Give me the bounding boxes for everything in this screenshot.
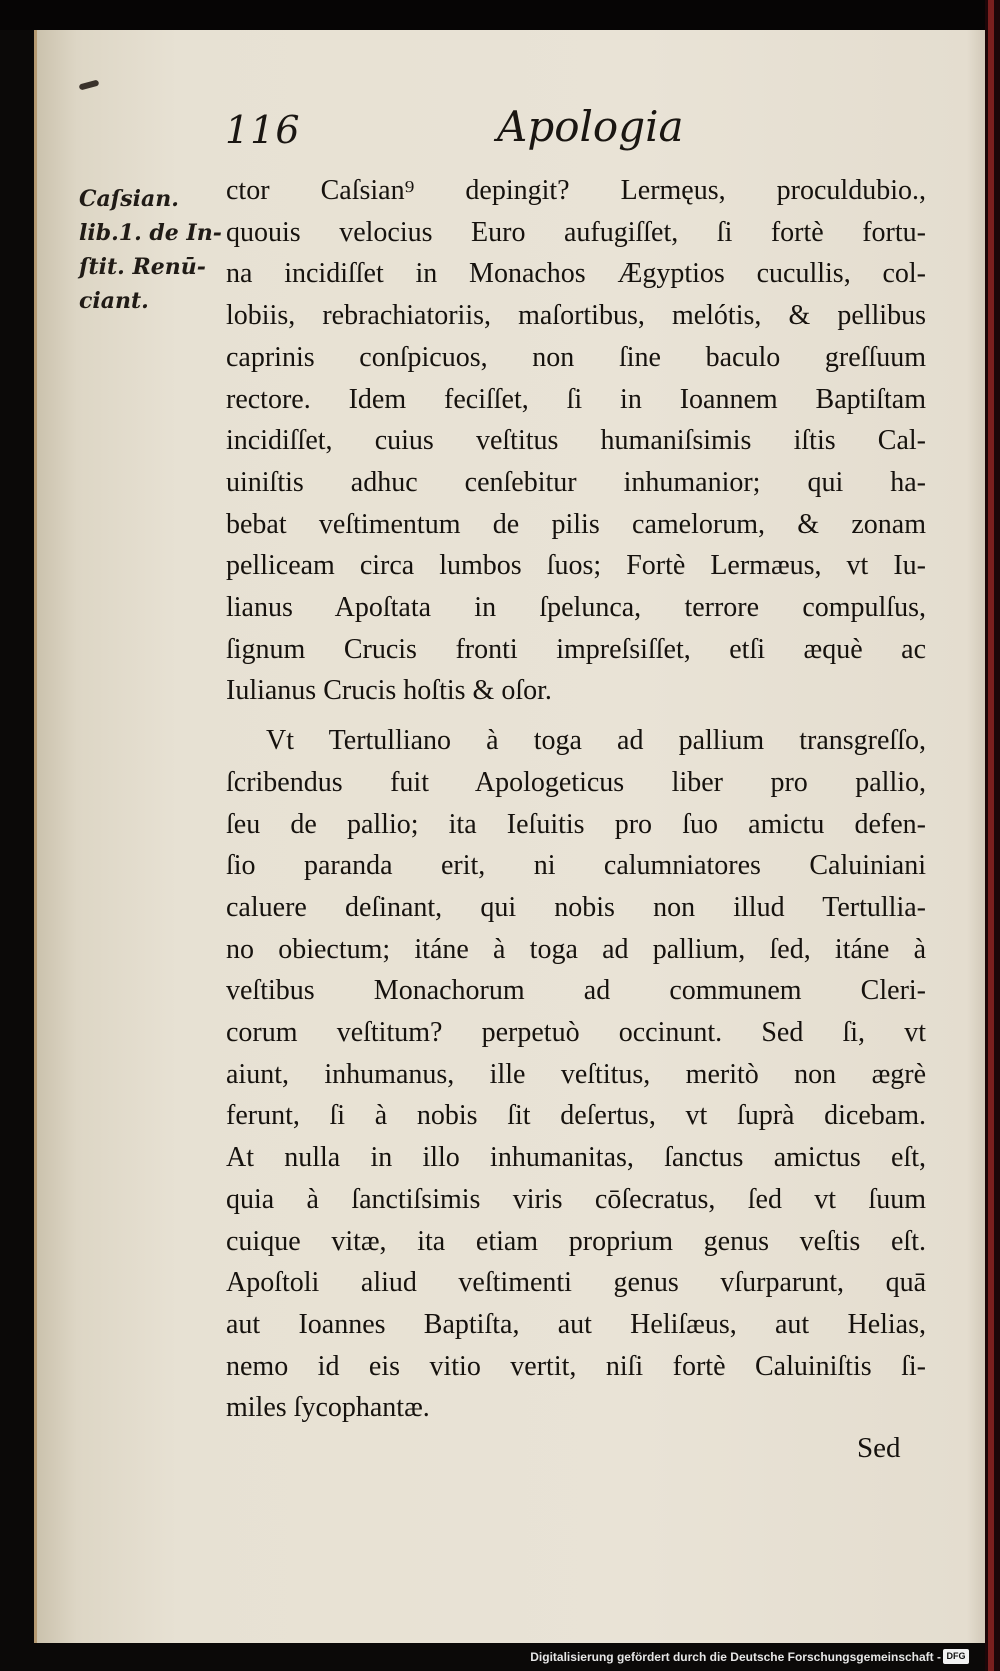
book-binding-edge <box>985 0 1000 1671</box>
page-number: 116 <box>225 108 301 152</box>
text-line: na incidiſſet in Monachos Ægyptios cucullis, col- <box>226 258 926 290</box>
text-line: Vt Tertulliano à toga ad pallium transgreſſo, <box>266 725 926 757</box>
text-line: ferunt, ſi à nobis ſit deſertus, vt ſuprà dicebam. <box>226 1100 926 1132</box>
binding-stripe <box>988 0 994 1671</box>
ink-blot <box>79 80 100 91</box>
text-line: aiunt, inhumanus, ille veſtitus, meritò non ægrè <box>226 1058 926 1090</box>
text-line: miles ſycophantæ. <box>226 1392 430 1424</box>
text-line: lianus Apoſtata in ſpelunca, terrore compulſus, <box>226 592 926 624</box>
text-line: veſtibus Monachorum ad communem Cleri- <box>226 975 926 1007</box>
text-line: incidiſſet, cuius veſtitus humaniſsimis iſtis Cal- <box>226 425 926 457</box>
dfg-logo: DFG <box>943 1649 969 1664</box>
digitization-footer <box>0 1643 985 1671</box>
margin-note-line: ſtit. Renū- <box>79 254 206 280</box>
text-line: bebat veſtimentum de pilis camelorum, & zonam <box>226 508 926 540</box>
text-line: ſeu de pallio; ita Ieſuitis pro ſuo amictu defen- <box>226 808 926 840</box>
body-text <box>226 170 926 1429</box>
book-page <box>34 30 985 1643</box>
scan-top-edge <box>0 0 1000 30</box>
text-line: quouis velocius Euro aufugiſſet, ſi fortè fortu- <box>226 216 926 248</box>
margin-note <box>79 182 222 318</box>
catchword: Sed <box>857 1432 901 1464</box>
text-line: pelliceam circa lumbos ſuos; Fortè Lermæus, vt Iu- <box>226 550 926 582</box>
text-line: no obiectum; itáne à toga ad pallium, ſed, itáne à <box>226 933 926 965</box>
text-line: corum veſtitum? perpetuò occinunt. Sed ſi, vt <box>226 1017 926 1049</box>
text-line: ctor Caſsian⁹ depingit? Lermęus, proculdubio., <box>226 175 926 206</box>
text-line: ſcribendus fuit Apologeticus liber pro pallio, <box>226 766 926 798</box>
text-line: Apoſtoli aliud veſtimenti genus vſurparunt, quā <box>226 1267 926 1299</box>
text-line: uiniſtis adhuc cenſebitur inhumanior; qui ha- <box>226 466 926 498</box>
margin-note-line: ciant. <box>79 288 149 314</box>
text-line: lobiis, rebrachiatoriis, maſortibus, melótis, & pellibus <box>226 300 926 332</box>
footer-credit: Digitalisierung gefördert durch die Deutsche Forschungsgemeinschaft - <box>530 1650 941 1664</box>
text-line: ſio paranda erit, ni calumniatores Caluiniani <box>226 850 926 882</box>
running-title: Apologia <box>497 102 684 151</box>
text-line: quia à ſanctiſsimis viris cōſecratus, ſed vt ſuum <box>226 1183 926 1215</box>
text-line: aut Ioannes Baptiſta, aut Heliſæus, aut Helias, <box>226 1308 926 1340</box>
margin-note-line: lib.1. de In- <box>79 220 222 246</box>
text-line: caluere deſinant, qui nobis non illud Tertullia- <box>226 891 926 923</box>
text-line: cuique vitæ, ita etiam proprium genus veſtis eſt. <box>226 1225 926 1257</box>
text-line: caprinis conſpicuos, non ſine baculo greſſuum <box>226 341 926 373</box>
margin-note-line: Caſsian. <box>79 186 179 212</box>
text-line: ſignum Crucis fronti impreſsiſſet, etſi æquè ac <box>226 633 926 665</box>
text-line: Iulianus Crucis hoſtis & oſor. <box>226 675 552 707</box>
paragraph-gap <box>226 712 926 720</box>
page-header <box>37 102 985 178</box>
text-line: rectore. Idem feciſſet, ſi in Ioannem Baptiſtam <box>226 383 926 415</box>
text-line: nemo id eis vitio vertit, niſi fortè Caluiniſtis ſi- <box>226 1350 926 1382</box>
text-line: At nulla in illo inhumanitas, ſanctus amictus eſt, <box>226 1142 926 1174</box>
